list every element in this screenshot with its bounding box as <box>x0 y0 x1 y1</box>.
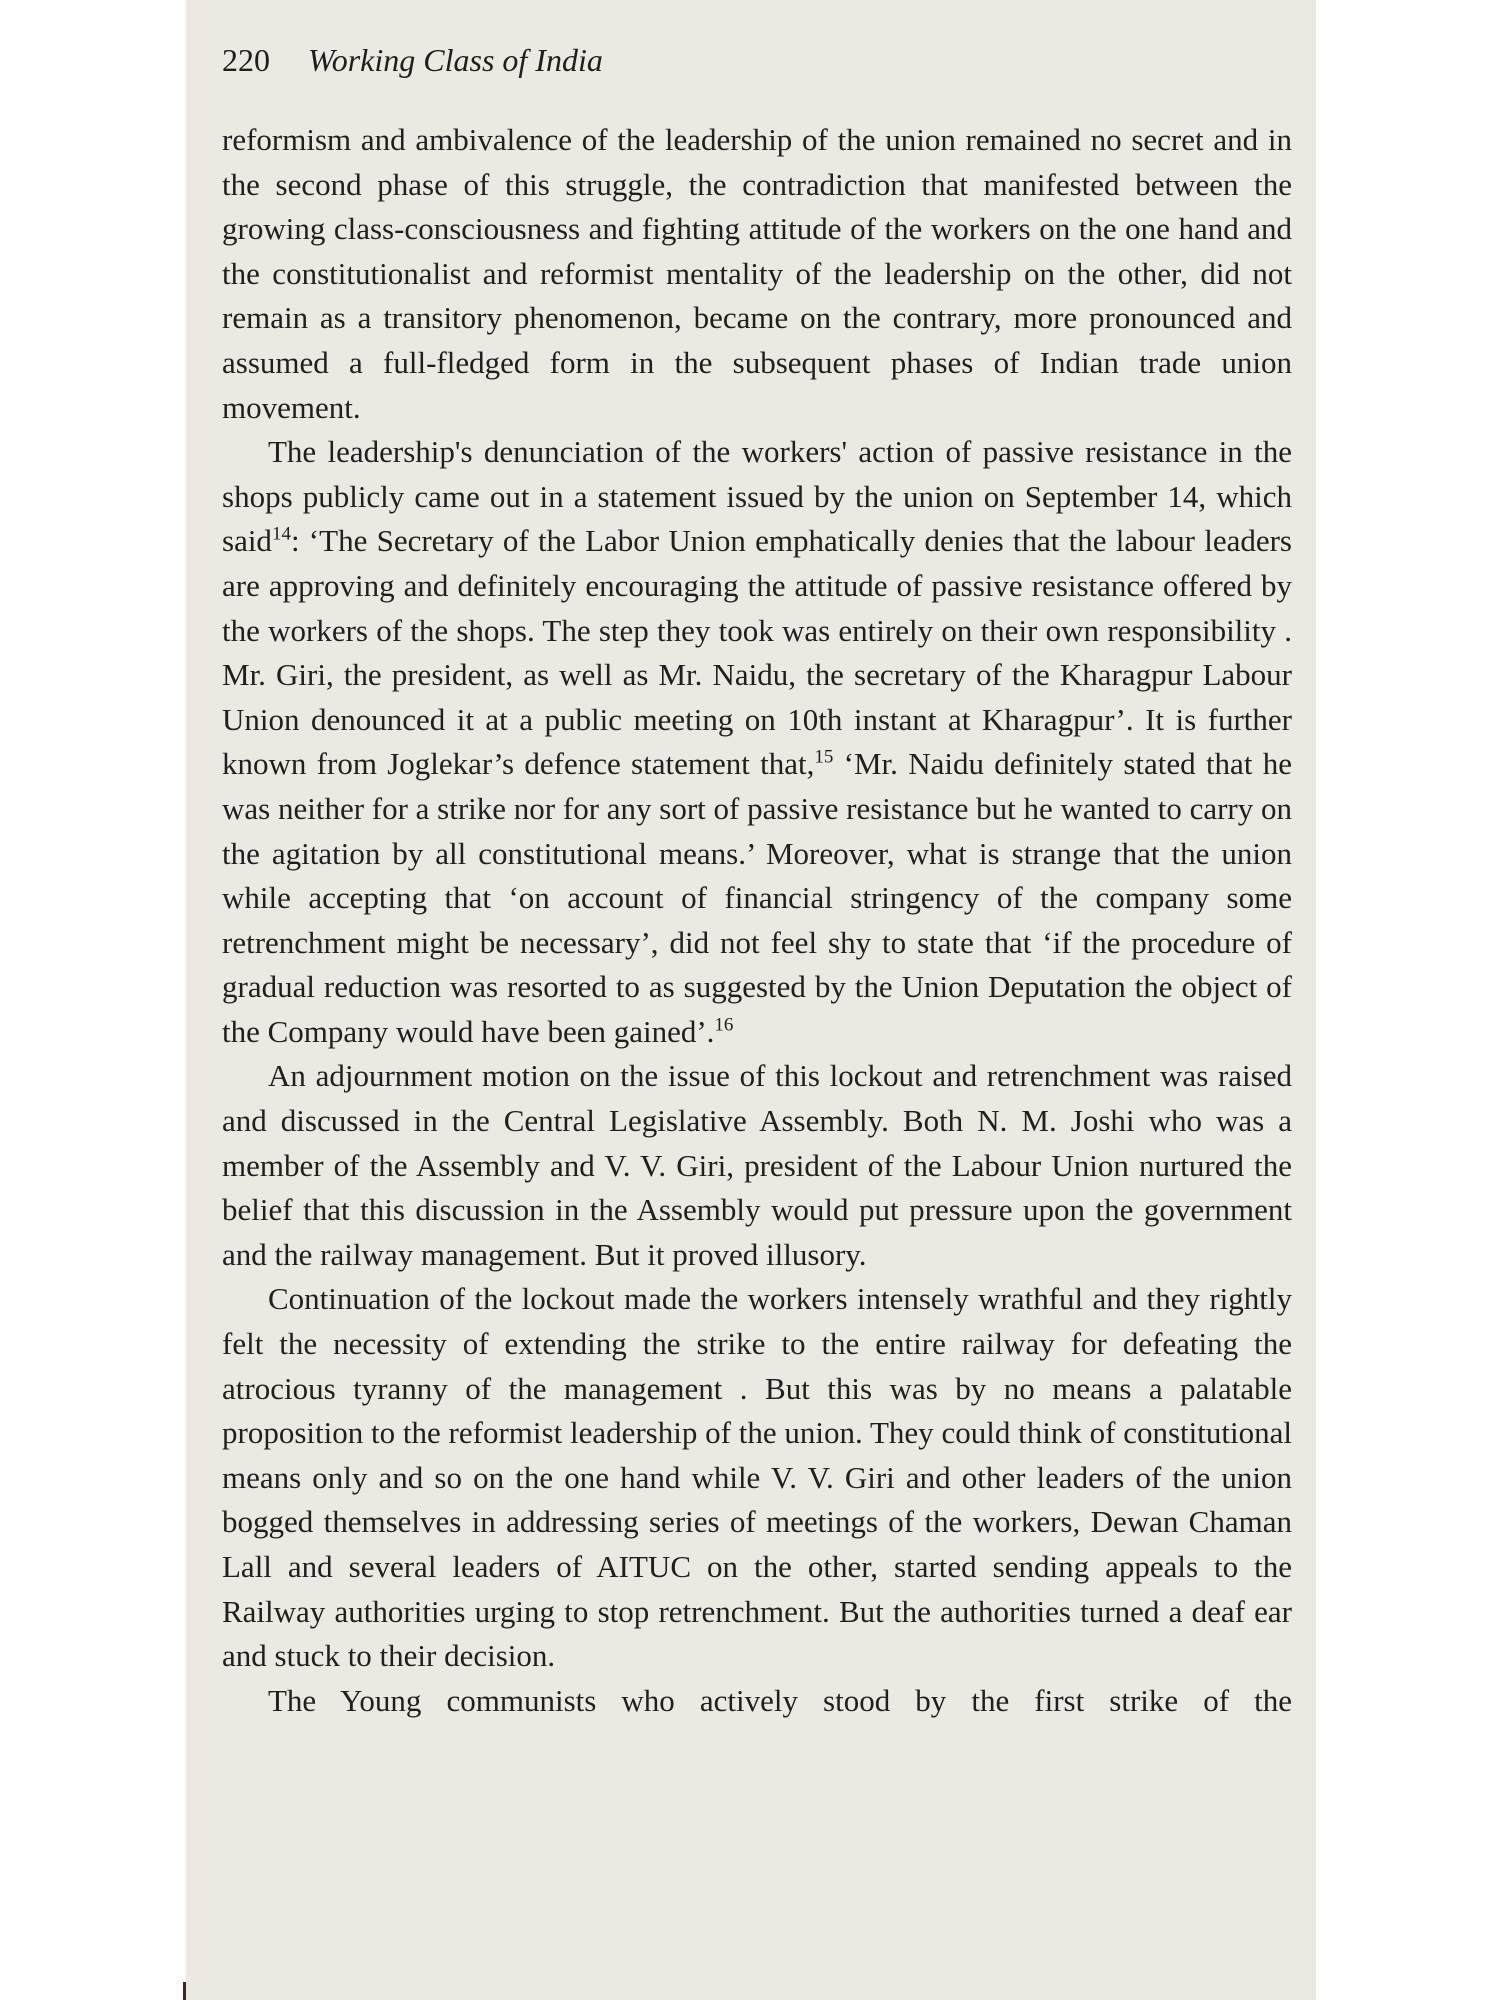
paragraph-text: reformism and ambivalence of the leadership of the union remained no secret and in the second phase of this struggle, the contradiction that manifested between the growing class-consciousness and fighting attitude of the workers on the one hand and the constitutionalist and reformist mentality of the leadership on the other, did not remain as a transitory phenomenon, became on the contrary, more pronounced and assumed a full-fledged form in the subsequent phases of Indian trade union movement. <box>222 122 1292 425</box>
page-header <box>222 42 603 79</box>
footnote-ref-16: 16 <box>714 1014 734 1036</box>
paragraph-young-communists <box>222 1679 1292 1724</box>
paragraph-continuation <box>222 118 1292 430</box>
paragraph-text: An adjournment motion on the issue of this lockout and retrenchment was raised and discussed in the Central Legislative Assembly. Both N. M. Joshi who was a member of the Assembly and V. V. Giri, president of the Labour Union nurtured the belief that this discussion in the Assembly would put pressure upon the government and the railway management. But it proved illusory. <box>222 1058 1292 1272</box>
running-title: Working Class of India <box>308 42 603 78</box>
paragraph-denunciation <box>222 430 1292 1054</box>
paragraph-text-part: ‘Mr. Naidu definitely stated that he was neither for a strike nor for any sort of passive resistance but he wanted to carry on the agitation by all constitutional means.’ Moreover, what is strange that the union while accepting that ‘on account of financial stringency of the company some retrenchment might be necessary’, did not feel shy to state that ‘if the procedure of gradual reduction was resorted to as suggested by the Union Deputation the object of the Company would have been gained’. <box>222 746 1292 1049</box>
page-number: 220 <box>222 42 270 78</box>
footnote-ref-15: 15 <box>814 746 834 768</box>
body-text <box>222 118 1292 1723</box>
paragraph-lockout-continuation <box>222 1277 1292 1678</box>
paragraph-text-part: : ‘The Secretary of the Labor Union emphatically denies that the labour leaders are approving and definitely encouraging the attitude of passive resistance offered by the workers of the shops. The step they took was entirely on their own responsibility . Mr. Giri, the president, as well as Mr. Naidu, the secretary of the Kharagpur Labour Union denounced it at a public meeting on 10th instant at Kharagpur’. It is further known from Joglekar’s defence statement that, <box>222 523 1292 782</box>
paragraph-text: The Young communists who actively stood by the first strike of the <box>268 1682 1292 1718</box>
paragraph-adjournment-motion <box>222 1054 1292 1277</box>
paragraph-text: Continuation of the lockout made the workers intensely wrathful and they rightly felt the necessity of extending the strike to the entire railway for defeating the atrocious tyranny of the management . But this was by no means a palatable proposition to the reformist leadership of the union. They could think of constitutional means only and so on the one hand while V. V. Giri and other leaders of the union bogged themselves in addressing series of meetings of the workers, Dewan Chaman Lall and several leaders of AITUC on the other, started sending appeals to the Railway authorities urging to stop retrenchment. But the authorities turned a deaf ear and stuck to their decision. <box>222 1281 1292 1674</box>
paragraph-text-part: The leadership's denunciation of the workers' action of passive resistance in the shops publicly came out in a statement issued by the union on September 14, which said <box>222 434 1292 559</box>
footnote-ref-14: 14 <box>271 523 291 545</box>
book-page <box>186 0 1316 2000</box>
